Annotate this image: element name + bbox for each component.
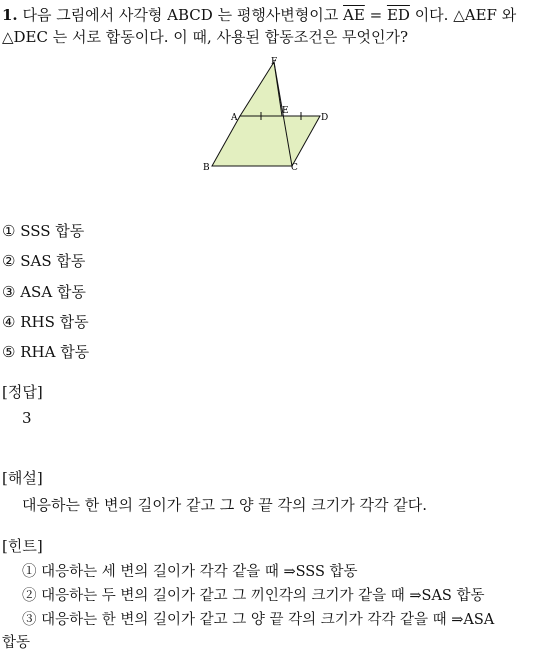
question-text-part: 다음 그림에서 사각형 ABCD 는 평행사변형이고 [22,6,344,24]
choice-2[interactable]: ② SAS 합동 [2,252,86,270]
hint-item-3-wrap: 합동 [2,635,31,651]
parallelogram-figure [200,52,340,176]
label-e: E [282,106,289,116]
explanation-label: [해설] [2,469,43,487]
label-b: B [203,163,210,173]
hint-item-2: ② 대응하는 두 변의 길이가 같고 그 끼인각의 크기가 같을 때 ⇒SAS 합동 [22,588,485,604]
question-number: 1. [2,6,18,24]
parallelogram-abcd [212,116,320,166]
label-d: D [321,113,329,123]
question-text-part-end: 이다. △AEF 와 [409,6,517,24]
label-a: A [231,113,238,123]
answer-value: 3 [22,409,32,427]
question-line-1 [2,4,516,25]
choice-4[interactable]: ④ RHS 합동 [2,313,89,331]
label-c: C [291,163,298,173]
hint-label: [힌트] [2,537,43,555]
choice-1[interactable]: ① SSS 합동 [2,222,85,240]
choice-3[interactable]: ③ ASA 합동 [2,283,86,301]
equals-sign: = [364,6,387,24]
segment-ed: $\overline{ED}$ [386,6,410,24]
segment-ae: $\overline{AE}$ [343,6,365,24]
choice-5[interactable]: ⑤ RHA 합동 [2,343,90,361]
answer-label: [정답] [2,383,43,401]
hint-item-3: ③ 대응하는 한 변의 길이가 같고 그 양 끝 각의 크기가 각각 같을 때 ⇒ASA [22,612,495,628]
explanation-text: 대응하는 한 변의 길이가 같고 그 양 끝 각의 크기가 각각 같다. [22,496,427,514]
hint-item-1: ① 대응하는 세 변의 길이가 각각 같을 때 ⇒SSS 합동 [22,564,358,580]
label-f: F [271,57,278,67]
question-line-2: △DEC 는 서로 합동이다. 이 때, 사용된 합동조건은 무엇인가? [2,28,409,46]
